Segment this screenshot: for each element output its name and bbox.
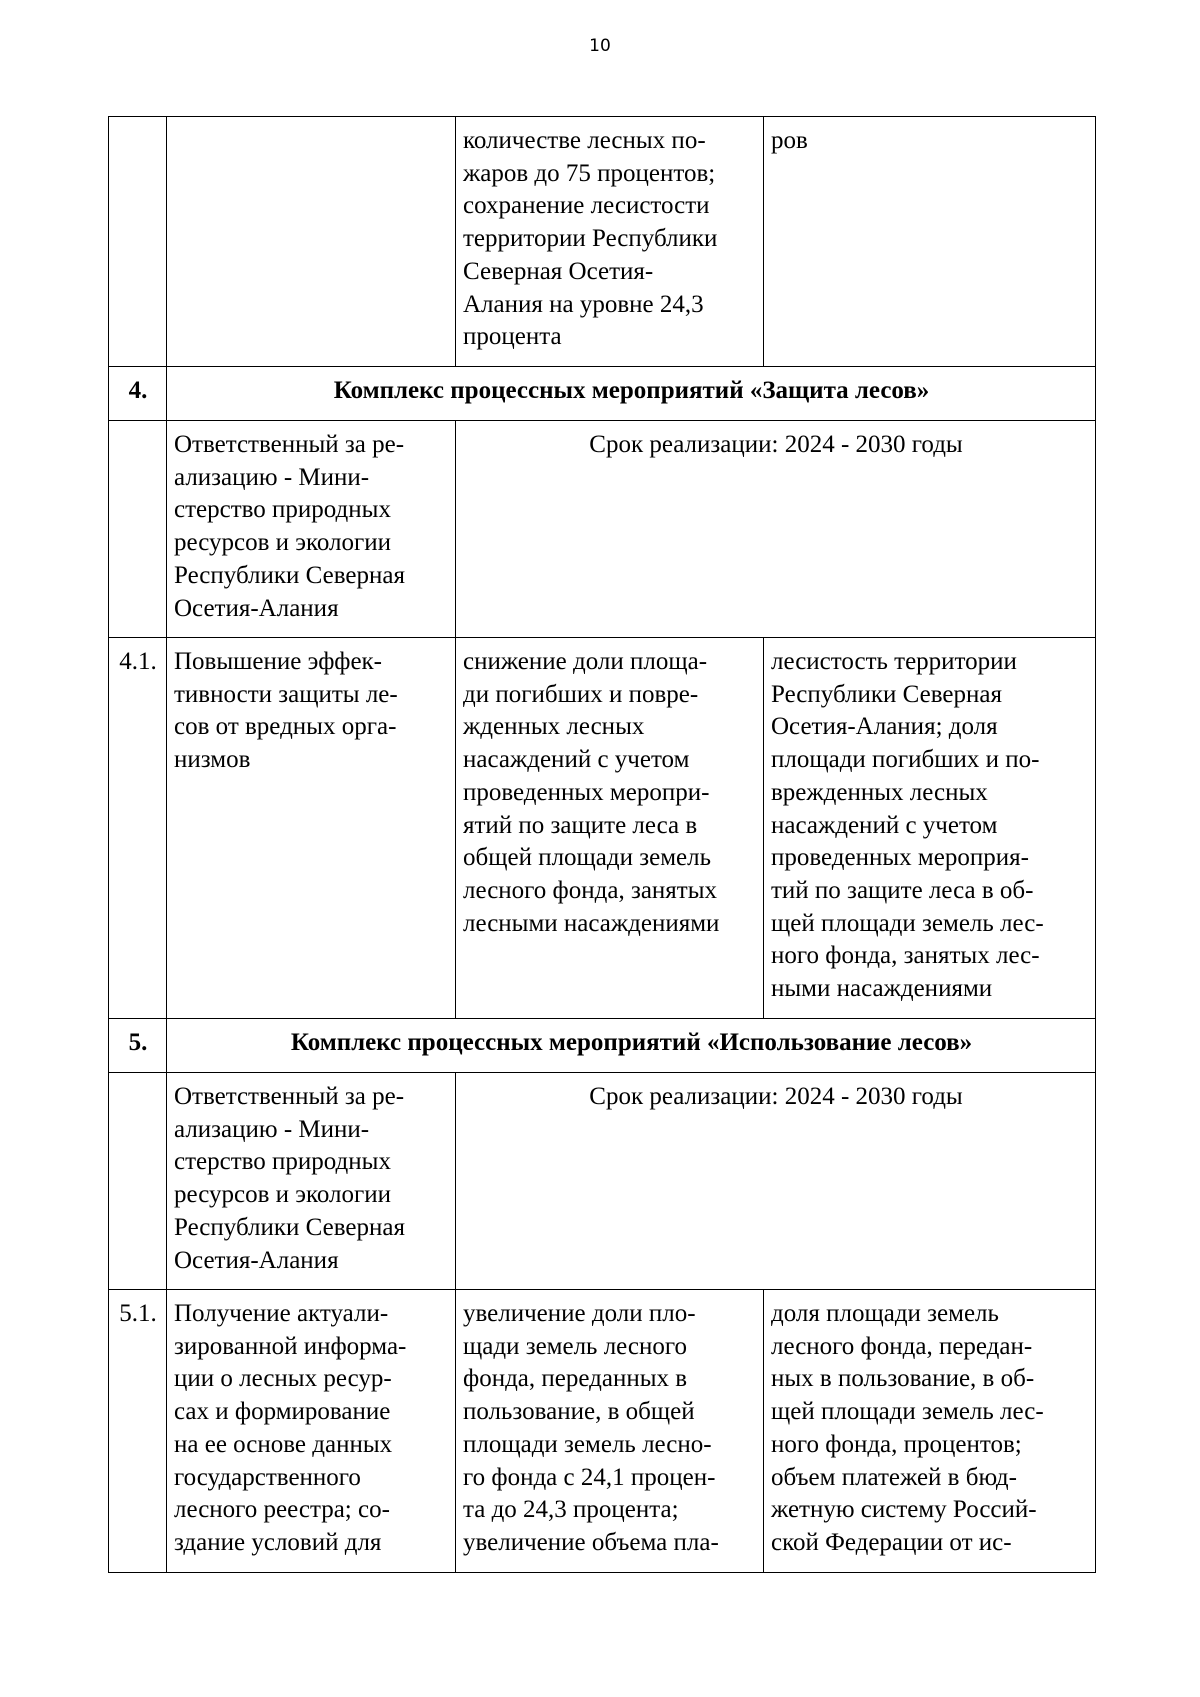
task-cell	[167, 117, 456, 367]
table-row-5-1	[109, 1290, 1096, 1573]
measures-table	[108, 116, 1096, 1573]
indicator-cell: ров	[764, 117, 1096, 367]
section-4-header-row	[109, 367, 1096, 421]
indicator-cell: доля площади земель лесного фонда, передан- ных в пользование, в об- щей площади земель лес- ного фонда, процентов; объем платежей в бюд- жетную систему Россий- ской Федерации от ис-	[764, 1290, 1096, 1573]
row-number-cell	[109, 117, 167, 367]
task-cell: Повышение эффек- тивности защиты ле- сов от вредных орга- низмов	[167, 638, 456, 1019]
empty-number-cell	[109, 1073, 167, 1290]
row-number-cell: 5.1.	[109, 1290, 167, 1573]
section-4-title: Комплекс процессных мероприятий «Защита лесов»	[167, 367, 1096, 421]
section-4-number: 4.	[109, 367, 167, 421]
section-4-responsible: Ответственный за ре- ализацию - Мини- стерство природных ресурсов и экологии Республики Северная Осетия-Алания	[167, 421, 456, 638]
task-cell: Получение актуали- зированной информа- ции о лесных ресур- сах и формирование на ее основе данных государственного лесного реестра; со- здание условий для	[167, 1290, 456, 1573]
section-4-responsible-row	[109, 421, 1096, 638]
section-5-header-row	[109, 1019, 1096, 1073]
table-row-continuation	[109, 117, 1096, 367]
row-number-cell: 4.1.	[109, 638, 167, 1019]
table-row-4-1	[109, 638, 1096, 1019]
effect-cell: снижение доли площа- ди погибших и повре- жденных лесных насаждений с учетом проведенных меропри- ятий по защите леса в общей площади земель лесного фонда, занятых лесными насаждениями	[456, 638, 764, 1019]
page-number: 10	[589, 36, 611, 56]
section-5-term: Срок реализации: 2024 - 2030 годы	[456, 1073, 1096, 1290]
section-4-term: Срок реализации: 2024 - 2030 годы	[456, 421, 1096, 638]
effect-cell: количестве лесных по- жаров до 75 процентов; сохранение лесистости территории Республики Северная Осетия- Алания на уровне 24,3 процента	[456, 117, 764, 367]
empty-number-cell	[109, 421, 167, 638]
section-5-responsible-row	[109, 1073, 1096, 1290]
section-5-responsible: Ответственный за ре- ализацию - Мини- стерство природных ресурсов и экологии Республики Северная Осетия-Алания	[167, 1073, 456, 1290]
indicator-cell: лесистость территории Республики Северная Осетия-Алания; доля площади погибших и по- врежденных лесных насаждений с учетом проведенных мероприя- тий по защите леса в об- щей площади земель лес- ного фонда, занятых лес- ными насаждениями	[764, 638, 1096, 1019]
section-5-title: Комплекс процессных мероприятий «Использование лесов»	[167, 1019, 1096, 1073]
section-5-number: 5.	[109, 1019, 167, 1073]
effect-cell: увеличение доли пло- щади земель лесного фонда, переданных в пользование, в общей площади земель лесно- го фонда с 24,1 процен- та до 24,3 процента; увеличение объема пла-	[456, 1290, 764, 1573]
